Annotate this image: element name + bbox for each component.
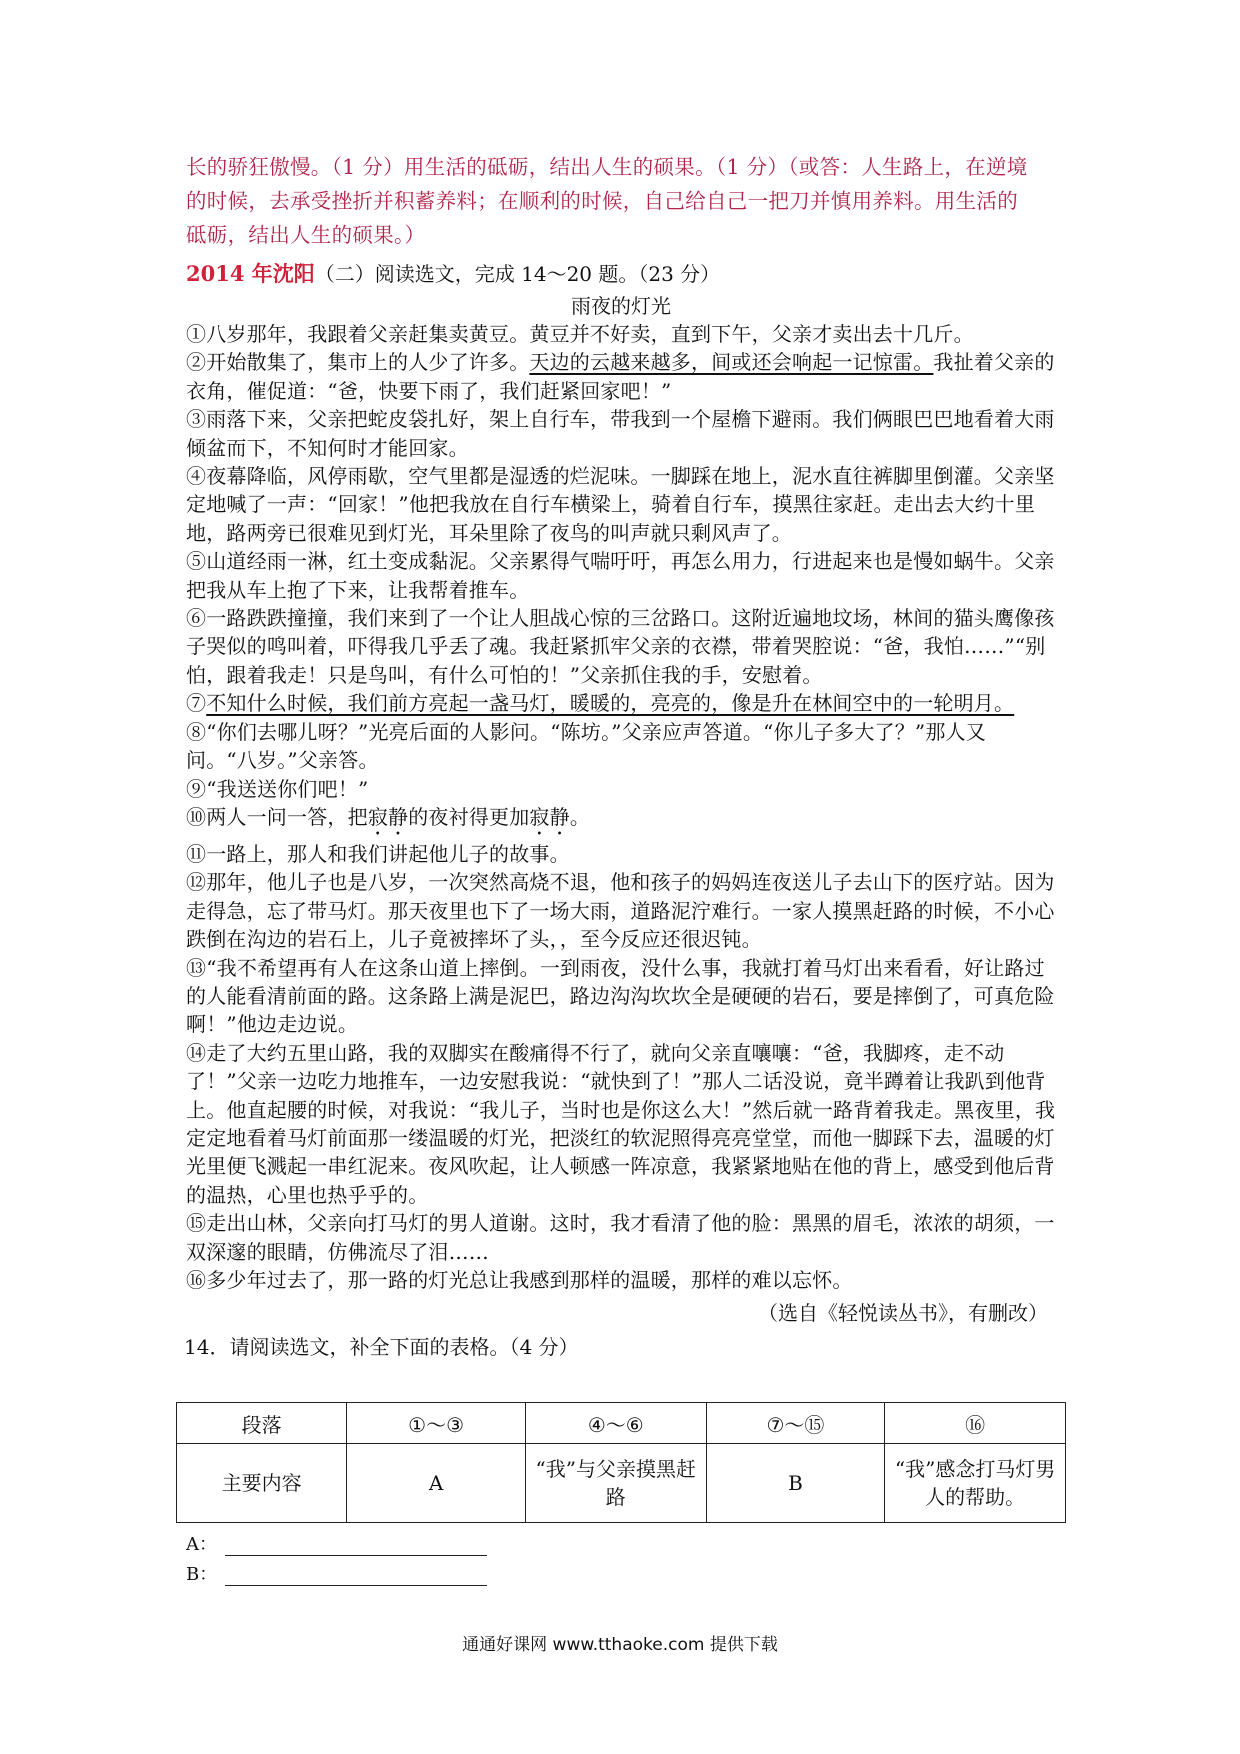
emphasized-word: 寂静 [529, 804, 570, 829]
blank-label: A： [186, 1534, 217, 1555]
table-cell: “我”与父亲摸黑赶路 [525, 1444, 706, 1523]
table-row [177, 1444, 1066, 1523]
underlined-sentence: 不知什么时候，我们前方亮起一盏马灯，暖暖的，亮亮的，像是升在林间空中的一轮明月。 [206, 691, 1015, 716]
table-cell: B [706, 1444, 885, 1523]
paragraph-6: ⑥一路跌跌撞撞，我们来到了一个让人胆战心惊的三岔路口。这附近遍地坟场，林间的猫头鹰像孩子哭似的鸣叫着，吓得我几乎丢了魂。我赶紧抓牢父亲的衣襟，带着哭腔说：“爸，我怕……”“别怕，跟着我走！只是鸟叫，有什么可怕的！”父亲抓住我的手，安慰着。 [186, 606, 1055, 687]
blank-label: B： [186, 1564, 218, 1585]
paragraph-2-end: 我扯着父亲的衣角，催促道：“爸，快要下雨了，我们赶紧回家吧！” [186, 350, 1055, 403]
paragraph-15: ⑮走出山林，父亲向打马灯的男人道谢。这时，我才看清了他的脸：黑黑的眉毛，浓浓的胡须，一双深邃的眼睛，仿佛流尽了泪…… [186, 1211, 1055, 1264]
paragraph-14: ⑭走了大约五里山路，我的双脚实在酸痛得不行了，就向父亲直嚷嚷：“爸，我脚疼，走不动了！”父亲一边吃力地推车，一边安慰我说：“就快到了！”那人二话没说，竟半蹲着让我趴到他背上。他直起腰的时候，对我说：“我儿子，当时也是你这么大！”然后就一路背着我走。黑夜里，我定定地看着马灯前面那一缕温暖的灯光，把淡红的软泥照得亮亮堂堂，而他一脚踩下去，温暖的灯光里便飞溅起一串红泥来。夜风吹起，让人顿感一阵凉意，我紧紧地贴在他的背上，感受到他后背的温热，心里也热乎乎的。 [186, 1040, 1056, 1207]
paragraph-2 [186, 348, 1056, 405]
paragraph-10 [186, 803, 1056, 840]
answer-table [176, 1402, 1066, 1523]
source-citation: （选自《轻悦读丛书》，有删改） [758, 1301, 1048, 1326]
paragraph-8: ⑧“你们去哪儿呀？”光亮后面的人影问。“陈坊。”父亲应声答道。“你儿子多大了？”那人又问。“八岁。”父亲答。 [186, 719, 986, 773]
table-cell: ①～③ [347, 1403, 526, 1444]
paragraph-7 [186, 689, 1056, 717]
emphasized-word: 寂静 [367, 804, 409, 829]
table-cell: ④～⑥ [525, 1403, 706, 1444]
answer-line: 长的骄狂傲慢。（1 分）用生活的砥砺，结出人生的硕果。（1 分）（或答：人生路上，在逆境 [186, 155, 1028, 179]
table-cell: ⑯ [885, 1403, 1066, 1444]
table-cell: 段落 [177, 1403, 347, 1444]
paragraph-4: ④夜幕降临，风停雨歇，空气里都是湿透的烂泥味。一脚踩在地上，泥水直往裤脚里倒灌。父亲坚定地喊了一声：“回家！”他把我放在自行车横梁上，骑着自行车，摸黑往家赶。走出去大约十里地，路两旁已很难见到灯光，耳朵里除了夜鸟的叫声就只剩风声了。 [186, 464, 1055, 545]
section-heading [186, 258, 1056, 290]
paragraph-9: ⑨“我送送你们吧！” [186, 776, 369, 801]
page-footer: 通通好课网 www.tthaoke.com 提供下载 [462, 1635, 778, 1655]
answer-blank-b[interactable] [186, 1560, 487, 1586]
article-title: 雨夜的灯光 [571, 294, 671, 318]
table-header-row [177, 1403, 1066, 1444]
heading-rest: （二）阅读选文，完成 14～20 题。（23 分） [314, 262, 721, 286]
paragraph-10-part: ⑩两人一问一答，把 [186, 804, 368, 829]
blank-underline [225, 1537, 487, 1556]
paragraph-12: ⑫那年，他儿子也是八岁，一次突然高烧不退，他和孩子的妈妈连夜送儿子去山下的医疗站。因为走得急，忘了带马灯。那天夜里也下了一场大雨，道路泥泞难行。一家人摸黑赶路的时候，不小心跌倒在沟边的岩石上，儿子竟被摔坏了头，，至今反应还很迟钝。 [186, 870, 1055, 952]
table-cell: ⑦～⑮ [706, 1403, 885, 1444]
table-cell: “我”感念打马灯男人的帮助。 [885, 1444, 1066, 1523]
answer-line: 的时候，去承受挫折并积蓄养料；在顺利的时候，自己给自己一把刀并慎用养料。用生活的 [186, 189, 1018, 213]
paragraph-1: ①八岁那年，我跟着父亲赶集卖黄豆。黄豆并不好卖，直到下午，父亲才卖出去十几斤。 [186, 322, 974, 346]
paragraph-13: ⑬“我不希望再有人在这条山道上摔倒。一到雨夜，没什么事，我就打着马灯出来看看，好让路过的人能看清前面的路。这条路上满是泥巴，路边沟沟坎坎全是硬硬的岩石，要是摔倒了，可真危险啊！”他边走边说。 [186, 955, 1055, 1037]
blank-underline [225, 1567, 487, 1586]
answer-text [186, 150, 1056, 252]
paragraph-10-part: 。 [569, 804, 591, 829]
page-content [186, 150, 1056, 1362]
paragraph-16: ⑯多少年过去了，那一路的灯光总让我感到那样的温暖，那样的难以忘怀。 [186, 1268, 853, 1292]
table-cell: 主要内容 [177, 1444, 347, 1523]
paragraph-11: ⑪一路上，那人和我们讲起他儿子的故事。 [186, 841, 570, 866]
paragraph-10-part: 的夜衬得更加 [408, 804, 530, 829]
paragraph-2-start: ②开始散集了，集市上的人少了许多。 [186, 350, 530, 375]
table-cell: A [347, 1444, 526, 1523]
question-14: 14．请阅读选文，补全下面的表格。（4 分） [184, 1335, 579, 1360]
paragraph-5: ⑤山道经雨一淋，红土变成黏泥。父亲累得气喘吁吁，再怎么用力，行进起来也是慢如蜗牛。父亲把我从车上抱了下来，让我帮着推车。 [186, 549, 1055, 602]
paragraph-3: ③雨落下来，父亲把蛇皮袋扎好，架上自行车，带我到一个屋檐下避雨。我们俩眼巴巴地看着大雨倾盆而下，不知何时才能回家。 [186, 407, 1055, 460]
paragraph-7-number: ⑦ [186, 691, 207, 716]
underlined-sentence: 天边的云越来越多，间或还会响起一记惊雷。 [529, 350, 934, 375]
heading-highlight: 2014 年沈阳 [186, 261, 315, 286]
answer-line: 砥砺，结出人生的硕果。） [186, 223, 426, 247]
answer-blank-a[interactable] [186, 1530, 487, 1556]
